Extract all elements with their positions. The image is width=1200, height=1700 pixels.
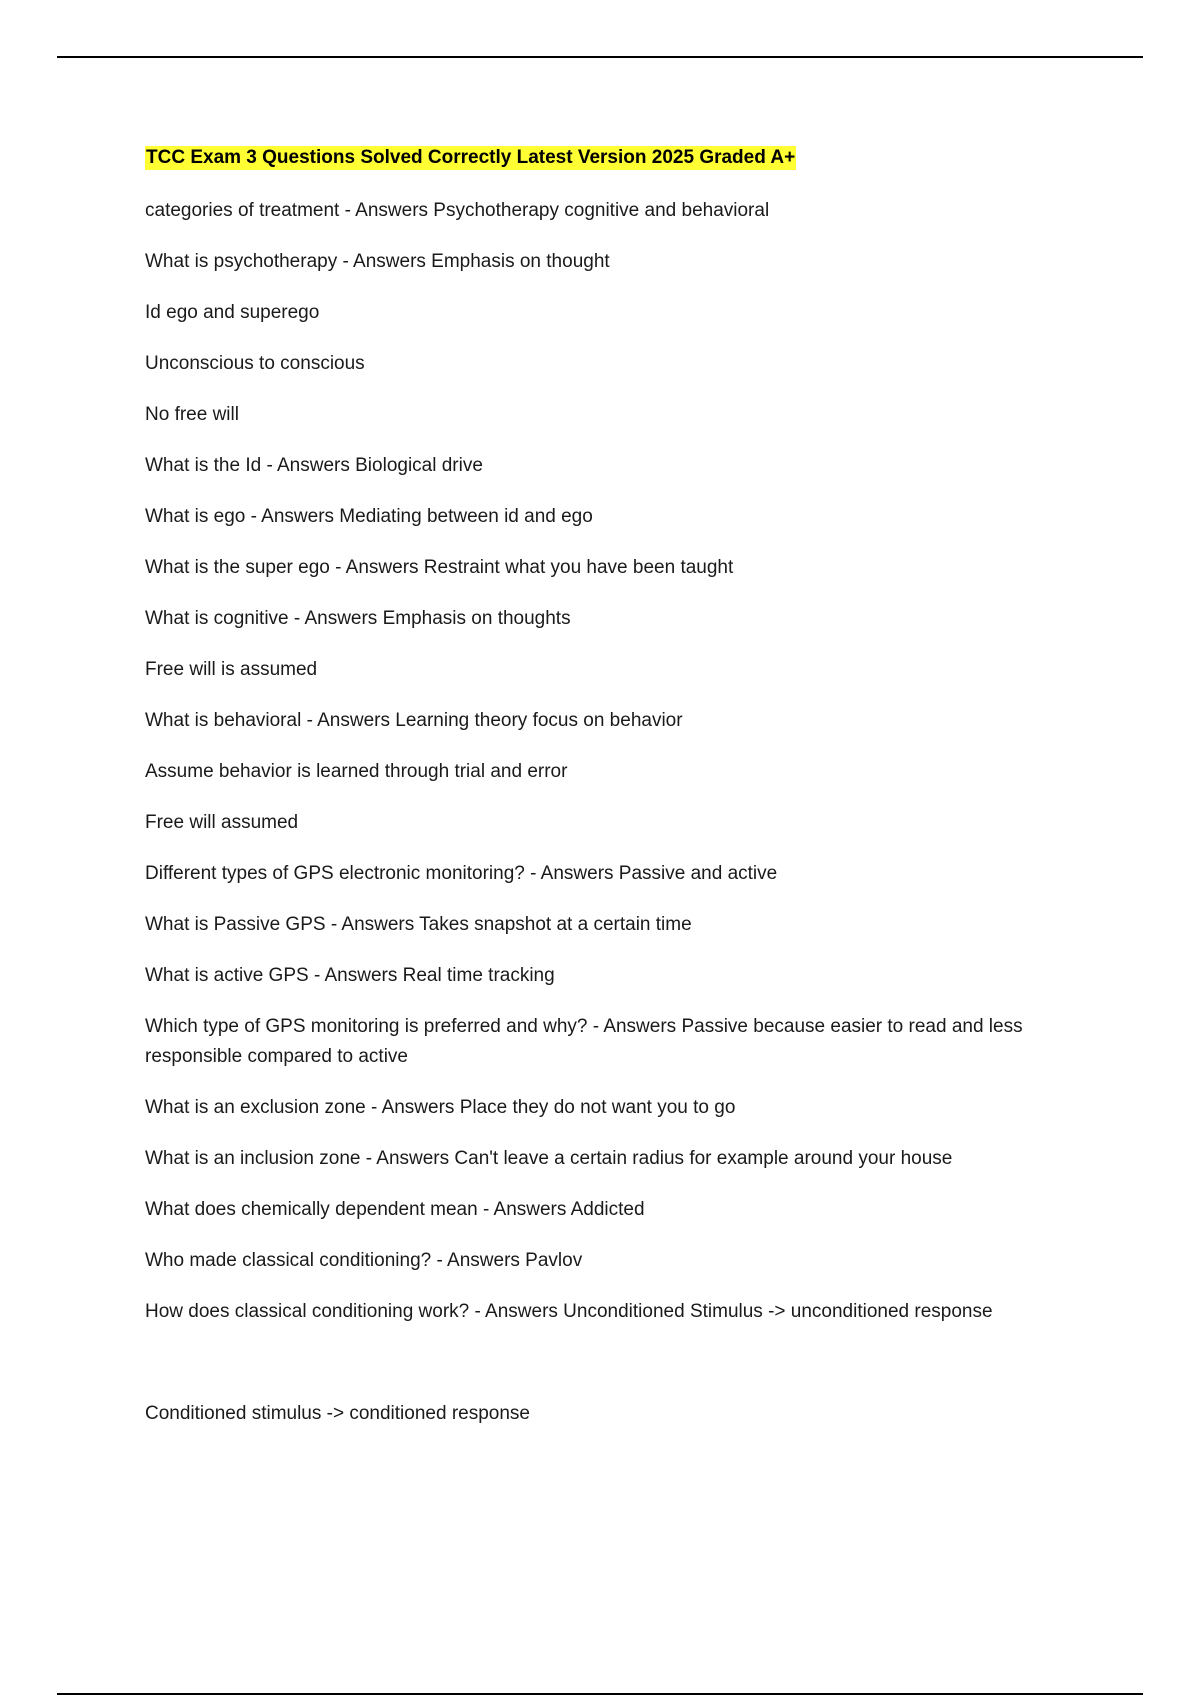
- qa-line-17: Which type of GPS monitoring is preferred and why? - Answers Passive because easier to read and less responsible compared to active: [145, 1016, 1028, 1067]
- qa-line-1: categories of treatment - Answers Psychotherapy cognitive and behavioral: [145, 200, 770, 221]
- qa-line-20: What does chemically dependent mean - Answers Addicted: [145, 1199, 645, 1220]
- qa-line-21: Who made classical conditioning? - Answers Pavlov: [145, 1250, 583, 1271]
- bottom-rule: [57, 1693, 1143, 1695]
- qa-line-19: What is an inclusion zone - Answers Can't leave a certain radius for example around your house: [145, 1148, 953, 1169]
- qa-line-2: What is psychotherapy - Answers Emphasis on thought: [145, 251, 610, 272]
- qa-line-13: Free will assumed: [145, 812, 299, 833]
- qa-line-14: Different types of GPS electronic monitoring? - Answers Passive and active: [145, 863, 778, 884]
- qa-line-4: Unconscious to conscious: [145, 353, 365, 374]
- document-body: [145, 146, 1085, 1450]
- top-rule: [57, 56, 1143, 58]
- qa-line-22: How does classical conditioning work? - Answers Unconditioned Stimulus -> unconditioned response: [145, 1301, 993, 1322]
- qa-line-3: Id ego and superego: [145, 302, 320, 323]
- document-title: TCC Exam 3 Questions Solved Correctly Latest Version 2025 Graded A+: [146, 147, 796, 168]
- qa-line-7: What is ego - Answers Mediating between id and ego: [145, 506, 593, 527]
- qa-line-23: Conditioned stimulus -> conditioned response: [145, 1403, 530, 1424]
- qa-line-15: What is Passive GPS - Answers Takes snapshot at a certain time: [145, 914, 692, 935]
- qa-line-11: What is behavioral - Answers Learning theory focus on behavior: [145, 710, 683, 731]
- qa-line-6: What is the Id - Answers Biological drive: [145, 455, 483, 476]
- qa-line-16: What is active GPS - Answers Real time tracking: [145, 965, 555, 986]
- qa-line-10: Free will is assumed: [145, 659, 318, 680]
- qa-line-8: What is the super ego - Answers Restraint what you have been taught: [145, 557, 734, 578]
- qa-line-9: What is cognitive - Answers Emphasis on thoughts: [145, 608, 571, 629]
- qa-line-18: What is an exclusion zone - Answers Place they do not want you to go: [145, 1097, 736, 1118]
- qa-line-12: Assume behavior is learned through trial and error: [145, 761, 568, 782]
- qa-line-5: No free will: [145, 404, 239, 425]
